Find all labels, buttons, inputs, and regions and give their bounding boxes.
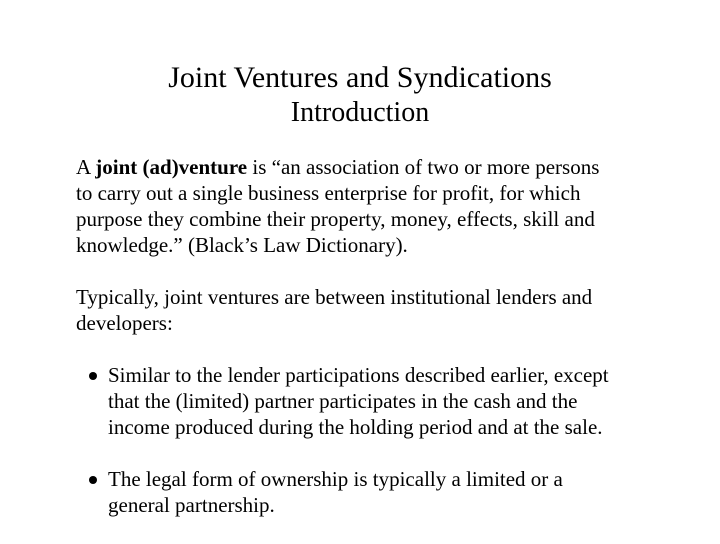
slide-subtitle: Introduction: [290, 97, 430, 128]
bullet-item-participation: [86, 362, 676, 440]
defined-term: joint (ad)venture: [95, 155, 248, 179]
bullet-list: [86, 362, 676, 544]
bullet-dot-icon: [89, 372, 97, 380]
definition-line-1: [76, 154, 676, 180]
typical-parties-paragraph: [76, 284, 676, 336]
bullet-line: general partnership.: [108, 493, 275, 517]
bullet-dot-icon: [89, 476, 97, 484]
definition-line-2: to carry out a single business enterprise for profit, for which: [76, 181, 581, 205]
definition-prefix: A: [76, 155, 96, 179]
typical-parties-line-1: Typically, joint ventures are between institutional lenders and: [76, 285, 593, 309]
bullet-line: The legal form of ownership is typically a limited or a: [108, 467, 563, 491]
definition-line-4: knowledge.” (Black’s Law Dictionary).: [76, 233, 408, 257]
bullet-item-legal-form: [86, 466, 676, 518]
slide-title: Joint Ventures and Syndications: [168, 61, 552, 94]
bullet-line: income produced during the holding period and at the sale.: [108, 415, 603, 439]
definition-line-3: purpose they combine their property, money, effects, skill and: [76, 207, 595, 231]
definition-line-1-rest: is “an association of two or more persons: [247, 155, 600, 179]
definition-paragraph: [76, 154, 676, 258]
bullet-line: that the (limited) partner participates in the cash and the: [108, 389, 578, 413]
bullet-line: Similar to the lender participations described earlier, except: [108, 363, 609, 387]
typical-parties-line-2: developers:: [76, 311, 173, 335]
